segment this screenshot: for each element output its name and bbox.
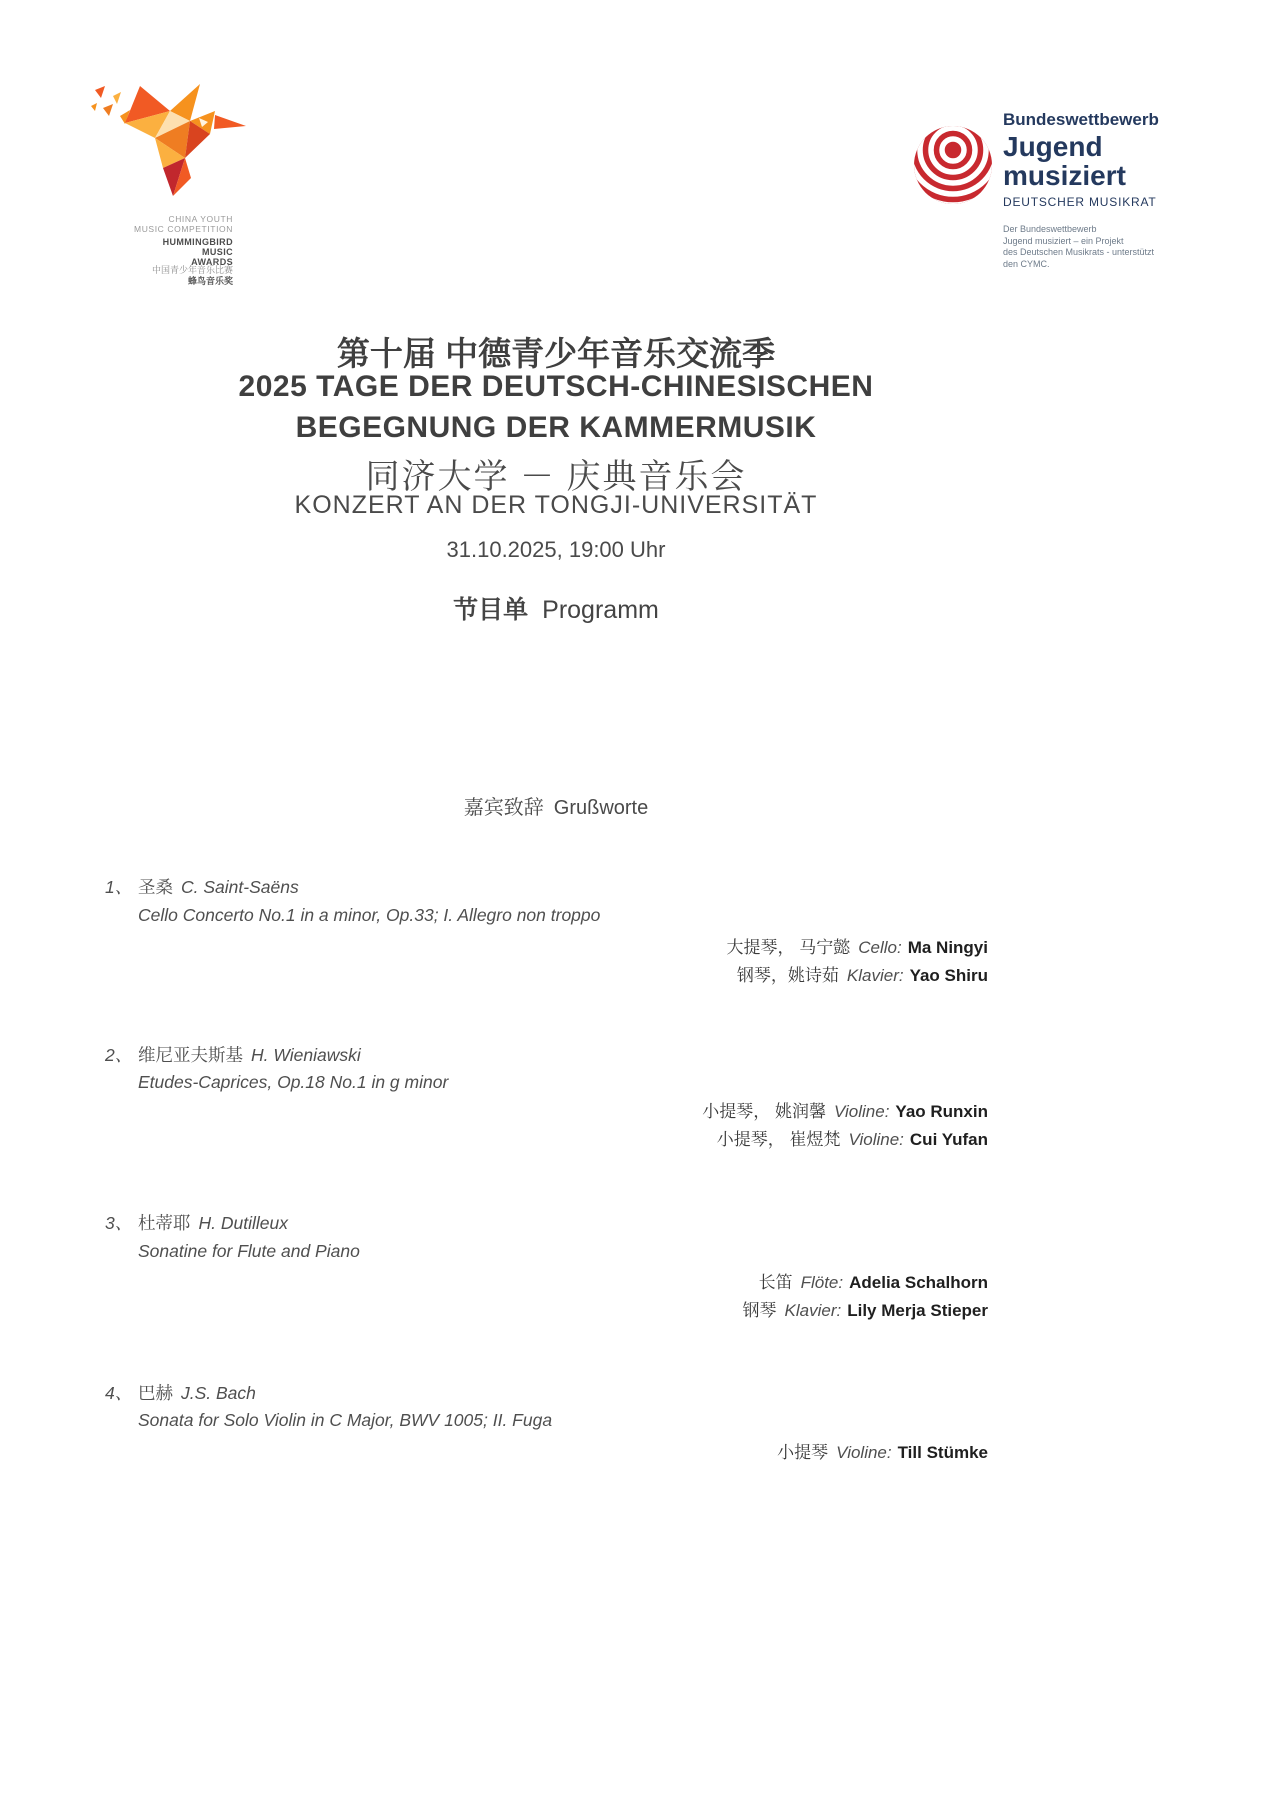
program-item-2-composer (105, 1042, 361, 1067)
performer-role: Flöte: (800, 1273, 844, 1292)
program-item-1-composer (105, 874, 299, 899)
cymc-line-2: MUSIC COMPETITION (134, 224, 233, 234)
title-german-venue: KONZERT AN DER TONGJI-UNIVERSITÄT (294, 491, 818, 519)
program-item-1-number: 1、 (105, 877, 133, 897)
cymc-cn-name: 中国青少年音乐比赛 (151, 265, 233, 275)
cymc-cn-award: 蜂鸟音乐奖 (187, 276, 233, 286)
performer-role: Klavier: (846, 966, 904, 985)
greeting-heading-de: Grußworte (553, 797, 649, 819)
performer-cn: 小提琴， 姚润馨 (702, 1102, 826, 1121)
program-item-4-composer-latin: J.S. Bach (181, 1383, 256, 1403)
program-heading-de: Programm (542, 596, 659, 624)
performer-role: Violine: (836, 1443, 892, 1462)
program-item-3-performer-1 (759, 1268, 988, 1293)
jm-subtitle: DEUTSCHER MUSIKRAT (1003, 195, 1157, 209)
program-item-3-composer-cn: 杜蒂耶 (138, 1213, 191, 1233)
performer-name: Adelia Schalhorn (849, 1273, 988, 1292)
performer-cn: 小提琴， 崔煜梵 (716, 1130, 841, 1149)
program-item-1-performer-2 (737, 961, 988, 986)
program-item-4-composer (105, 1380, 256, 1405)
performer-role: Violine: (848, 1130, 904, 1149)
jm-brand-jugend: Jugend (1003, 131, 1103, 162)
jm-note-line-1: Der Bundeswettbewerb (1003, 224, 1097, 234)
program-item-3-piece: Sonatine for Flute and Piano (138, 1241, 360, 1261)
greeting-heading (100, 791, 1012, 820)
program-heading-cn: 节目单 (453, 597, 529, 624)
event-datetime: 31.10.2025, 19:00 Uhr (446, 537, 666, 562)
title-chinese-main: 第十届 中德青少年音乐交流季 (336, 335, 776, 372)
performer-name: Till Stümke (897, 1443, 988, 1462)
program-item-2-composer-cn: 维尼亚夫斯基 (138, 1045, 243, 1065)
jm-brand-musiziert: musiziert (1003, 160, 1126, 191)
cymc-logo-top-text (134, 214, 233, 234)
cymc-award-text (163, 237, 233, 267)
program-item-1-piece: Cello Concerto No.1 in a minor, Op.33; I. Allegro non troppo (138, 905, 601, 925)
program-item-2-number: 2、 (105, 1045, 133, 1065)
program-item-1-performer-1 (727, 933, 989, 958)
cymc-line-1: CHINA YOUTH (168, 214, 233, 224)
title-german-line1: 2025 TAGE DER DEUTSCH-CHINESISCHEN (238, 370, 874, 403)
program-item-2-composer-latin: H. Wieniawski (251, 1045, 361, 1065)
performer-name: Ma Ningyi (907, 938, 988, 957)
hummingbird-logo-icon (85, 78, 250, 206)
performer-cn: 钢琴，姚诗茹 (736, 966, 839, 985)
program-item-2-performer-2 (717, 1125, 988, 1150)
performer-cn: 钢琴 (742, 1301, 777, 1320)
program-item-3-composer (105, 1210, 288, 1235)
program-item-4-performer-1 (777, 1438, 988, 1463)
jm-note-line-2: Jugend musiziert – ein Projekt (1003, 235, 1124, 246)
program-item-3-number: 3、 (105, 1213, 133, 1233)
jugend-musiziert-rose-icon (911, 123, 995, 207)
cymc-award-line-2: MUSIC (202, 247, 233, 257)
cymc-award-line-3: AWARDS (191, 257, 233, 267)
program-item-3-composer-latin: H. Dutilleux (198, 1213, 288, 1233)
jm-brand-bundeswettbewerb: Bundeswettbewerb (1003, 110, 1159, 129)
performer-cn: 大提琴， 马宁懿 (726, 938, 851, 957)
jm-note (1003, 224, 1154, 270)
performer-cn: 小提琴 (777, 1443, 829, 1462)
program-item-2-performer-1 (702, 1097, 988, 1122)
program-item-1-composer-cn: 圣桑 (138, 877, 173, 897)
title-chinese-venue: 同济大学 － 庆典音乐会 (365, 459, 747, 496)
performer-name: Yao Runxin (895, 1102, 988, 1121)
program-item-3-performer-2 (743, 1296, 988, 1321)
program-item-4-composer-cn: 巴赫 (138, 1383, 173, 1403)
performer-role: Klavier: (784, 1301, 842, 1320)
program-item-2-piece: Etudes-Caprices, Op.18 No.1 in g minor (138, 1072, 449, 1092)
performer-name: Yao Shiru (909, 966, 988, 985)
program-item-4-piece: Sonata for Solo Violin in C Major, BWV 1005; II. Fuga (138, 1410, 553, 1430)
performer-name: Cui Yufan (909, 1130, 988, 1149)
program-heading (100, 590, 1012, 626)
jm-note-line-3: des Deutschen Musikrats - unterstützt (1003, 247, 1155, 257)
program-item-1-composer-latin: C. Saint-Saëns (181, 877, 299, 897)
title-german-line2: BEGEGNUNG DER KAMMERMUSIK (295, 411, 817, 444)
performer-name: Lily Merja Stieper (847, 1301, 988, 1320)
performer-role: Cello: (858, 938, 902, 957)
program-item-4-number: 4、 (105, 1383, 133, 1403)
cymc-chinese-text (152, 265, 233, 287)
jm-note-line-4: den CYMC. (1003, 258, 1050, 269)
performer-role: Violine: (833, 1102, 890, 1121)
greeting-heading-cn: 嘉宾致辞 (463, 797, 544, 819)
performer-cn: 长笛 (758, 1273, 793, 1292)
cymc-award-line-1: HUMMINGBIRD (162, 237, 233, 247)
